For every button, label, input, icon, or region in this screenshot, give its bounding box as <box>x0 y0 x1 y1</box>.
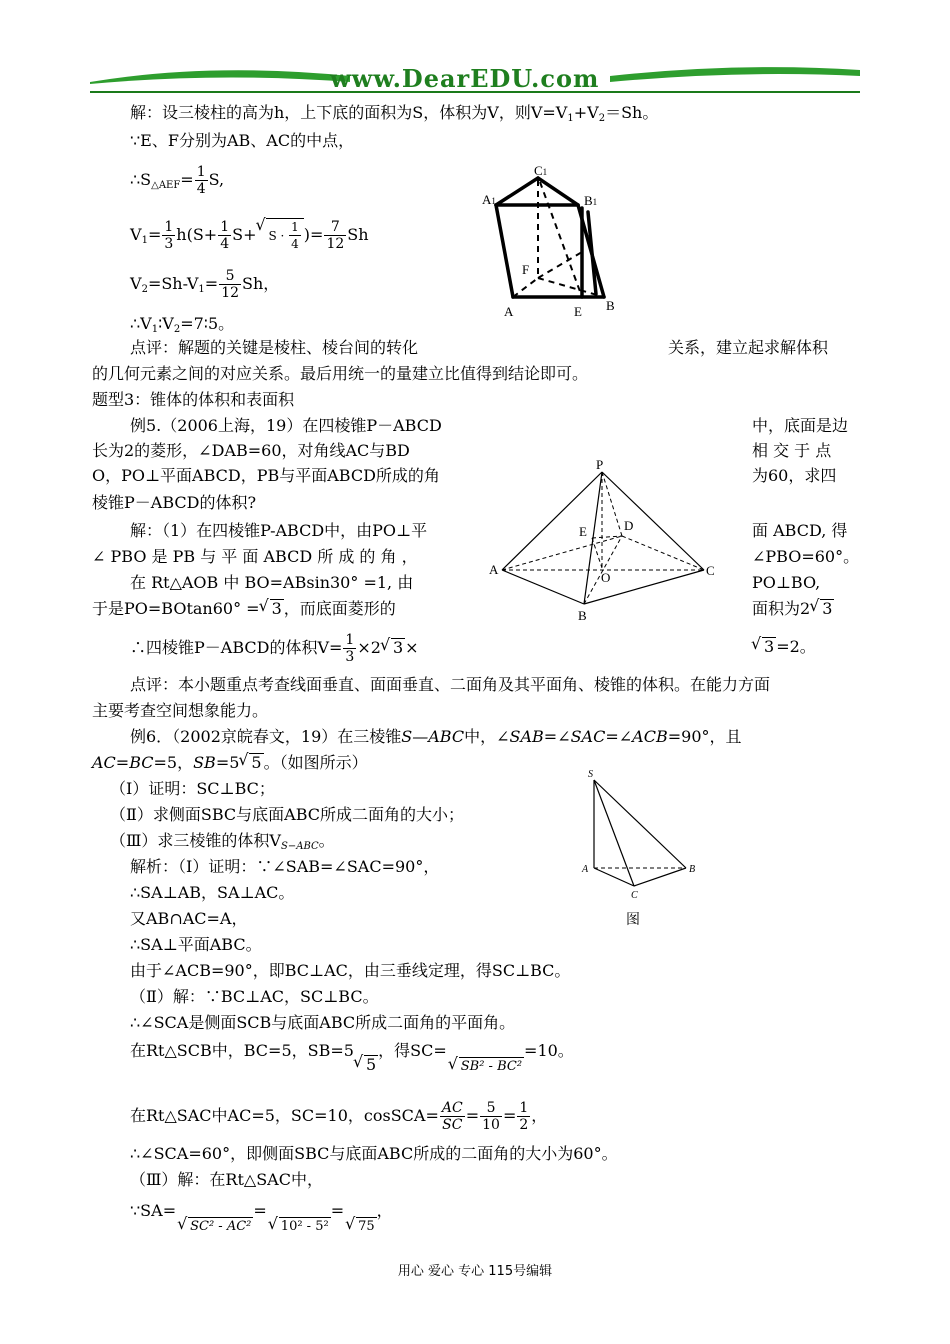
figure-label: B1 <box>584 193 598 208</box>
formula-line: √ 3 =2。 <box>752 636 816 658</box>
figure-label: A <box>504 304 514 319</box>
formula-line: $V_1=$ $\frac{1}{3}$ h(S+ $\frac{1}{4}$ S+√ S · $\frac{1}{4}$ )= $\frac{7}{12}$ Sh <box>130 218 369 252</box>
figure-label: C <box>631 890 638 901</box>
text-line: $\therefore V_1∶V_2=7∶5$。 <box>130 314 235 335</box>
text-line: 关系，建立起求解体积 <box>668 338 829 357</box>
text-line: 长为2的菱形，∠DAB=60，对角线AC与BD <box>92 441 410 460</box>
header-banner <box>90 62 860 96</box>
text-line: 由于∠ACB=90°，即BC⊥AC，由三垂线定理，得SC⊥BC。 <box>130 961 571 980</box>
header-logo[interactable]: www.DearEDU.com <box>330 64 600 93</box>
figure-label: A <box>582 864 589 875</box>
text-line: （Ⅲ）解：在Rt△SAC中， <box>130 1170 323 1189</box>
figure-label: C <box>706 563 715 578</box>
text-line: 面积为2√ 3 <box>752 598 834 620</box>
text-line: 解析：（Ⅰ）证明：∵∠SAB=∠SAC=90°， <box>130 857 440 876</box>
formula-line: 在Rt△SCB中，BC=5，SB=5√ 5，得SC=√ SB² - BC²=10。 <box>130 1040 574 1062</box>
prism-figure <box>478 160 628 320</box>
text-line: ∴SA⊥AB，SA⊥AC。 <box>130 883 295 902</box>
figure-label: S <box>588 769 593 780</box>
text-line: 面 ABCD, 得 <box>752 521 848 540</box>
formula-line: ∴四棱锥P－ABCD的体积V= $\frac{1}{3}$ ×2√ 3 × <box>130 632 419 665</box>
formula-line: $V_2=Sh-V_1=$ $\frac{5}{12}$ Sh， <box>130 268 280 301</box>
figure-label: A <box>489 562 499 577</box>
figure-label: F <box>522 262 530 277</box>
text-line: ∴∠SCA是侧面SCB与底面ABC所成二面角的平面角。 <box>130 1013 516 1032</box>
section-title: 题型3：锥体的体积和表面积 <box>92 390 295 409</box>
pyramid-figure <box>484 458 724 626</box>
text-line: ∴SA⊥平面ABC。 <box>130 935 262 954</box>
figure-label: E <box>579 524 587 539</box>
formula-line: $\therefore S_{\triangle AEF}=$ $\frac{1}{4}$ S, <box>130 164 225 197</box>
text-line: 在 Rt△AOB 中 BO=ABsin30° =1, 由 <box>130 573 414 592</box>
text-line: （Ⅲ）求三棱锥的体积$V_{S-ABC}$。 <box>110 831 335 852</box>
figure-caption: 图 <box>626 913 640 928</box>
figure-label: B <box>578 608 587 623</box>
figure-label: A1 <box>482 192 496 207</box>
text-line: 主要考查空间想象能力。 <box>92 701 269 720</box>
text-line: 棱锥P－ABCD的体积? <box>92 493 257 512</box>
text-line: AC=BC=5，SB=5√ 5 。（如图所示） <box>92 752 368 774</box>
text-line: ∴∠SCA=60°，即侧面SBC与底面ABC所成的二面角的大小为60°。 <box>130 1144 618 1163</box>
tetrahedron-figure <box>574 762 704 932</box>
figure-label: B <box>689 864 696 875</box>
figure-label: B <box>606 298 615 313</box>
text-line: 的几何元素之间的对应关系。最后用统一的量建立比值得到结论即可。 <box>92 364 589 383</box>
text-line: ∠ PBO 是 PB 与 平 面 ABCD 所 成 的 角 ， <box>92 547 418 566</box>
text-line: 例6．（2002京皖春文，19）在三棱锥S—ABC中，∠SAB=∠SAC=∠ACB=90°，且 <box>130 727 742 746</box>
text-line: 例5.（2006上海，19）在四棱锥P－ABCD <box>130 416 442 435</box>
figure-label: P <box>596 458 604 472</box>
text-line: 相 交 于 点 <box>752 441 832 460</box>
text-line: O，PO⊥平面ABCD，PB与平面ABCD所成的角 <box>92 466 440 485</box>
text-line: （Ⅱ）求侧面SBC与底面ABC所成二面角的大小； <box>110 805 464 824</box>
page-footer: 用心 爱心 专心 115号编辑 <box>397 1264 553 1279</box>
figure-label: D <box>624 518 634 533</box>
figure-label: C1 <box>534 163 548 178</box>
text-line: ∠PBO=60°。 <box>752 547 860 566</box>
text-line: 解：设三棱柱的高为h，上下底的面积为S，体积为V，则$V=V_1+V_2=Sh$。 <box>130 103 659 124</box>
text-line: PO⊥BO, <box>752 573 821 592</box>
formula-line: 在Rt△SAC中AC=5，SC=10，cosSCA= $\frac{AC}{SC}$ = $\frac{5}{10}$ = $\frac{1}{2}$ ， <box>130 1100 548 1133</box>
text-line: （Ⅱ）解：∵BC⊥AC，SC⊥BC。 <box>130 987 379 1006</box>
text-line: （Ⅰ）证明：SC⊥BC； <box>110 779 275 798</box>
formula-line: ∵SA=√ SC² - AC²=√ 10² - 5²=√ 75， <box>130 1200 393 1222</box>
text-line: 为60，求四 <box>752 466 837 485</box>
text-line: 点评：解题的关键是棱柱、棱台间的转化 <box>130 338 419 357</box>
figure-label: O <box>601 570 611 585</box>
text-line: 中，底面是边 <box>752 416 849 435</box>
text-line: ∵E、F分别为AB、AC的中点， <box>130 131 355 150</box>
text-line: 解：（1）在四棱锥P-ABCD中，由PO⊥平 <box>130 521 428 540</box>
figure-label: E <box>574 304 582 319</box>
text-line: 于是PO=BOtan60° =√ 3 ，而底面菱形的 <box>92 598 396 620</box>
text-line: 又AB∩AC=A， <box>130 909 248 928</box>
text-line: 点评：本小题重点考查线面垂直、面面垂直、二面角及其平面角、棱锥的体积。在能力方面 <box>130 675 771 694</box>
